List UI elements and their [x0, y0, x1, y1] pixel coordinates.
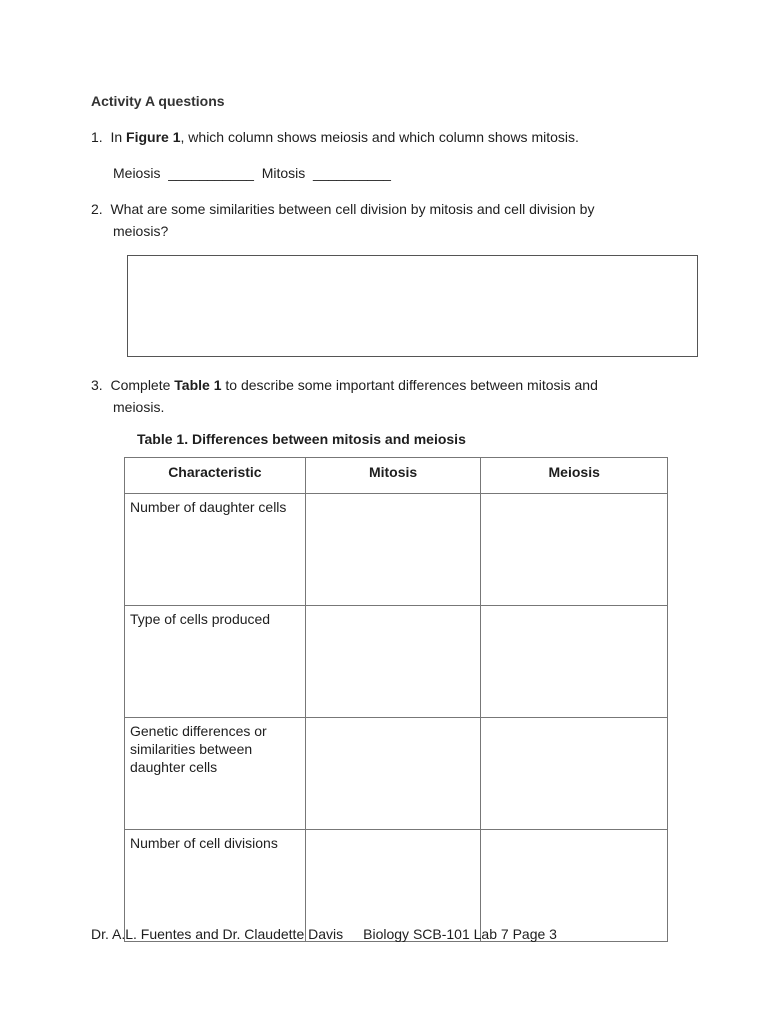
- page-footer: [91, 926, 557, 942]
- mitosis-answer-cell[interactable]: [305, 718, 481, 830]
- question-1-number: 1.: [91, 129, 103, 145]
- question-2-line-2: meiosis?: [113, 223, 169, 239]
- meiosis-label: Meiosis: [113, 165, 161, 181]
- characteristic-cell: Number of cell divisions: [125, 830, 306, 942]
- mitosis-label: Mitosis: [261, 165, 306, 181]
- meiosis-answer-cell[interactable]: [481, 606, 668, 718]
- question-1-text-before: In: [110, 129, 127, 145]
- question-2-line-1: What are some similarities between cell division by mitosis and cell division by: [110, 201, 595, 217]
- header-meiosis: Meiosis: [481, 458, 668, 494]
- question-2-answer-box[interactable]: [127, 255, 698, 357]
- table-row: [125, 718, 668, 830]
- meiosis-answer-cell[interactable]: [481, 830, 668, 942]
- header-mitosis: Mitosis: [305, 458, 481, 494]
- question-3-line-1-after: to describe some important differences between mitosis and: [221, 377, 598, 393]
- characteristic-cell: Type of cells produced: [125, 606, 306, 718]
- meiosis-answer-cell[interactable]: [481, 494, 668, 606]
- mitosis-answer-cell[interactable]: [305, 830, 481, 942]
- question-3-line-2: meiosis.: [113, 399, 165, 415]
- question-1-text-after: , which column shows meiosis and which column shows mitosis.: [180, 129, 579, 145]
- mitosis-answer-cell[interactable]: [305, 494, 481, 606]
- table-row: [125, 830, 668, 942]
- question-3-table-ref: Table 1: [174, 377, 222, 393]
- question-1-figure-ref: Figure 1: [126, 129, 181, 145]
- table-caption: Table 1. Differences between mitosis and meiosis: [137, 431, 466, 447]
- meiosis-blank[interactable]: ___________: [168, 165, 254, 181]
- question-3-text-before: Complete: [110, 377, 175, 393]
- characteristic-cell: Genetic differences or similarities between daughter cells: [125, 718, 306, 830]
- table-header-row: [125, 458, 668, 494]
- question-1-answer-line: [113, 162, 391, 184]
- question-1: [91, 126, 579, 148]
- characteristic-cell: Number of daughter cells: [125, 494, 306, 606]
- table-row: [125, 494, 668, 606]
- meiosis-answer-cell[interactable]: [481, 718, 668, 830]
- mitosis-blank[interactable]: __________: [313, 165, 391, 181]
- question-2: [91, 198, 594, 242]
- question-3: [91, 374, 598, 418]
- question-3-number: 3.: [91, 377, 103, 393]
- header-characteristic: Characteristic: [125, 458, 306, 494]
- mitosis-answer-cell[interactable]: [305, 606, 481, 718]
- footer-authors: Dr. A.L. Fuentes and Dr. Claudette Davis: [91, 926, 344, 942]
- table-row: [125, 606, 668, 718]
- footer-course-page: Biology SCB-101 Lab 7 Page 3: [363, 926, 557, 942]
- differences-table: [124, 457, 668, 942]
- question-2-number: 2.: [91, 201, 103, 217]
- section-heading: Activity A questions: [91, 93, 225, 109]
